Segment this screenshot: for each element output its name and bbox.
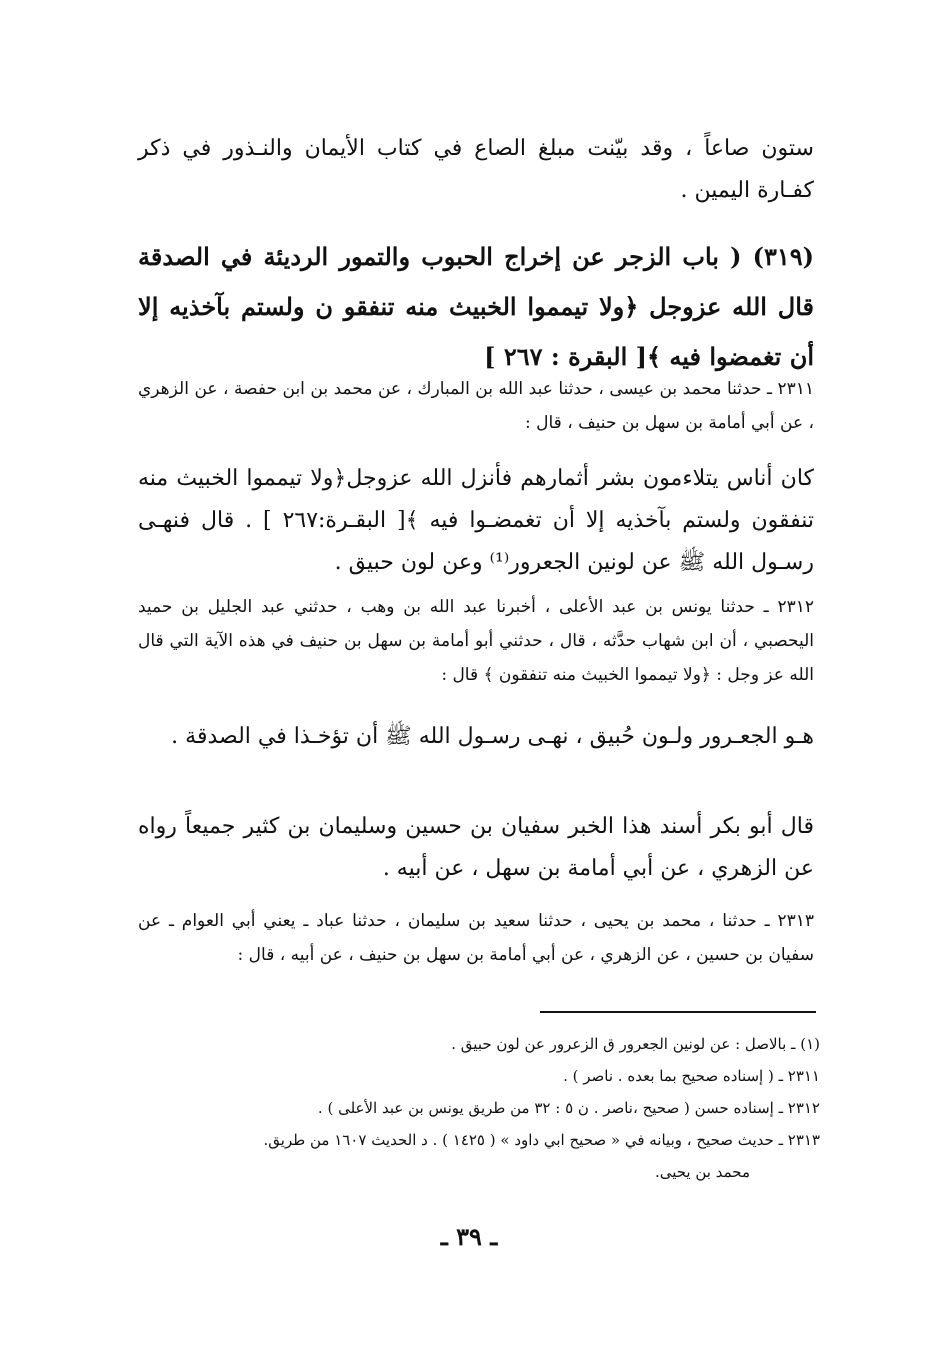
footnote-divider — [540, 1011, 816, 1013]
hadith-chain-2313: ٢٣١٣ ـ حدثنا ، محمد بن يحيى ، حدثنا سعيد بن سليمان ، حدثنا عباد ـ يعني أبي العوام ـ عن سفيان بن حسين ، عن الزهري ، عن أبي أمامة بن سهل بن حنيف ، عن أبيه ، قال : — [138, 911, 814, 965]
continuation-paragraph: ستون صاعاً ، وقد بيّنت مبلغ الصاع في كتاب الأيمان والنـذور في ذكر كفـارة اليمين . — [138, 136, 814, 203]
hadith-chain-2311: ٢٣١١ ـ حدثنا محمد بن عيسى ، حدثنا عبد الله بن المبارك ، عن محمد بن ابن حفصة ، عن الزهري ، عن أبي أمامة بن سهل بن حنيف ، قال : — [138, 379, 814, 433]
chapter-heading: (٣١٩) ( باب الزجر عن إخراج الحبوب والتمور الرديئة في الصدقة قال الله عزوجل ﴿ولا تيمموا الخبيث منه تنفقو ن ولستم بآخذيه إلا أن تغمضوا فيه ﴾[ البقرة : ٢٦٧ ] — [138, 242, 814, 371]
page-number: ـ ٣٩ ـ — [440, 1222, 498, 1251]
abu-bakr-note: قال أبو بكر أسند هذا الخبر سفيان بن حسين وسليمان بن كثير جميعاً رواه عن الزهري ، عن أبي أمامة بن سهل ، عن أبيه . — [138, 814, 814, 881]
footnote-item: ٢٣١٢ ـ إسناده حسن ( صحيح ،ناصر . ن ٥ : ٣٢ من طريق يونس بن عبد الأعلى ) . — [317, 1099, 820, 1117]
footnote-item: محمد بن يحيى. — [654, 1163, 750, 1181]
hadith-text-2311: كان أناس يتلاءمون بشر أثمارهم فأنزل الله عزوجل﴿ولا تيمموا الخبيث منه تنفقون ولستم بآخذيه إلا أن تغمضـوا فيه ﴾[ البقـرة:٢٦٧ ] . قال فنهـى رسـول الله ﷺ عن لونين الجعرور⁽¹⁾ وعن لون حبيق . — [138, 466, 814, 575]
hadith-text-2312: هـو الجعـرور ولـون حُبيق ، نهـى رسـول الله ﷺ أن تؤخـذا في الصدقة . — [171, 724, 814, 749]
footnote-item: ٢٣١٣ ـ حديث صحيح ، وبيانه في « صحيح ابي داود » ( ١٤٢٥ ) . د الحديث ١٦٠٧ من طريق. — [263, 1131, 820, 1149]
footnote-item: ٢٣١١ ـ ( إسناده صحيح بما بعده . ناصر ) . — [563, 1067, 820, 1085]
footnote-item: (١) ـ بالاصل : عن لونين الجعرور ق الزعرور عن لون حبيق . — [451, 1035, 820, 1053]
footnotes — [138, 1028, 820, 1188]
hadith-chain-2312: ٢٣١٢ ـ حدثنا يونس بن عبد الأعلى ، أخبرنا عبد الله بن وهب ، حدثني عبد الجليل بن حميد اليحصبي ، أن ابن شهاب حدَّثه ، قال ، حدثني أبو أمامة بن سهل بن حنيف في هذه الآية التي قال الله عز وجل : ﴿ولا تيمموا الخبيث منه تنفقون ﴾ قال : — [138, 597, 814, 685]
